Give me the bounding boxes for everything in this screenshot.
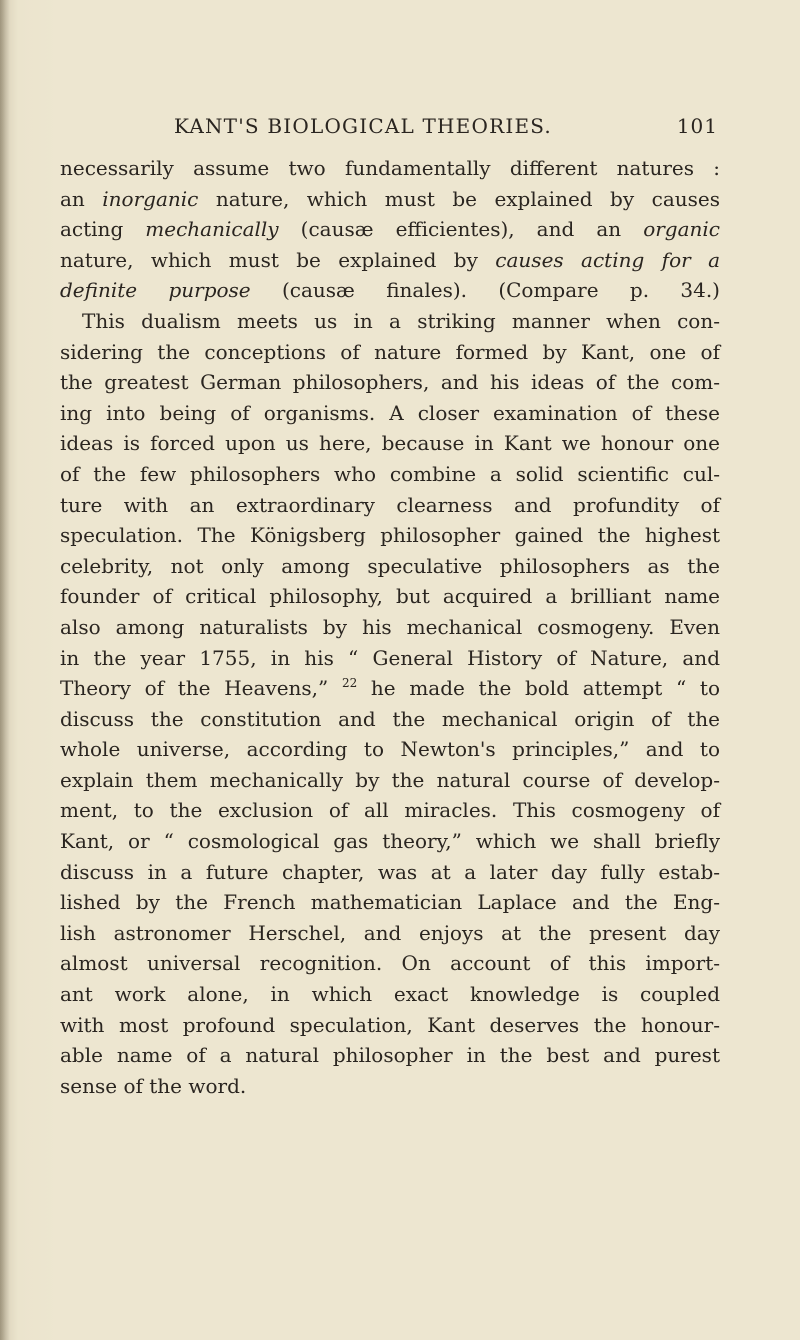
text-line bbox=[60, 1010, 720, 1041]
text-line bbox=[60, 1040, 720, 1071]
text-line bbox=[60, 673, 720, 704]
text-line bbox=[60, 153, 720, 184]
text-run: (causæ efficientes), and an bbox=[278, 217, 644, 242]
text-run: discuss the constitution and the mechanical origin of the bbox=[60, 706, 720, 731]
text-run: explain them mechanically by the natural course of develop- bbox=[60, 767, 720, 792]
text-line bbox=[60, 367, 720, 398]
italic-text-run: definite purpose bbox=[60, 278, 251, 303]
text-line bbox=[60, 275, 720, 306]
binding-gutter-shadow bbox=[0, 0, 10, 1340]
italic-text-run: mechanically bbox=[145, 217, 279, 242]
italic-text-run: causes acting for a bbox=[495, 247, 720, 272]
text-line bbox=[60, 948, 720, 979]
text-run: Kant, or “ cosmological gas theory,” which we shall briefly bbox=[60, 829, 720, 854]
text-run: whole universe, according to Newton's principles,” and to bbox=[60, 737, 720, 762]
text-run: ment, to the exclusion of all miracles. This cosmogeny of bbox=[60, 798, 720, 823]
body-text bbox=[60, 153, 720, 1101]
text-run: lished by the French mathematician Laplace and the Eng- bbox=[60, 890, 720, 915]
text-line bbox=[60, 428, 720, 459]
italic-text-run: inorganic bbox=[102, 186, 199, 211]
text-run: lish astronomer Herschel, and enjoys at the present day bbox=[60, 920, 720, 945]
text-line bbox=[60, 214, 720, 245]
text-run: sense of the word. bbox=[60, 1073, 247, 1098]
text-run: with most profound speculation, Kant deserves the honour- bbox=[60, 1012, 720, 1037]
text-line bbox=[60, 184, 720, 215]
text-run: speculation. The Königsberg philosopher gained the highest bbox=[60, 523, 720, 548]
text-line bbox=[60, 704, 720, 735]
text-run: ideas is forced upon us here, because in Kant we honour one bbox=[60, 431, 720, 456]
text-line bbox=[60, 337, 720, 368]
text-run: discuss in a future chapter, was at a later day fully estab- bbox=[60, 859, 720, 884]
text-line bbox=[60, 520, 720, 551]
text-line bbox=[60, 490, 720, 521]
text-run: able name of a natural philosopher in the best and purest bbox=[60, 1043, 720, 1068]
text-line bbox=[60, 979, 720, 1010]
text-run: This dualism meets us in a striking manner when con- bbox=[82, 308, 720, 333]
text-line bbox=[60, 826, 720, 857]
running-title: KANT'S BIOLOGICAL THEORIES. bbox=[174, 114, 552, 138]
text-line bbox=[60, 734, 720, 765]
text-run: Theory of the Heavens,” bbox=[60, 676, 342, 701]
text-line bbox=[60, 581, 720, 612]
text-line bbox=[60, 795, 720, 826]
text-line bbox=[60, 765, 720, 796]
text-line bbox=[60, 887, 720, 918]
text-line bbox=[60, 643, 720, 674]
text-run: founder of critical philosophy, but acquired a brilliant name bbox=[60, 584, 720, 609]
text-line bbox=[60, 1071, 720, 1102]
page-header bbox=[60, 114, 718, 144]
text-line bbox=[60, 398, 720, 429]
text-run: ing into being of organisms. A closer examination of these bbox=[60, 400, 720, 425]
text-line bbox=[60, 857, 720, 888]
text-line bbox=[60, 245, 720, 276]
text-run: nature, which must be explained by bbox=[60, 247, 496, 272]
text-line bbox=[60, 306, 720, 337]
text-run: ant work alone, in which exact knowledge is coupled bbox=[60, 982, 720, 1007]
text-run: sidering the conceptions of nature formed by Kant, one of bbox=[60, 339, 720, 364]
text-run: necessarily assume two fundamentally different natures : bbox=[60, 156, 720, 180]
text-run: of the few philosophers who combine a solid scientific cul- bbox=[60, 461, 720, 486]
text-line bbox=[60, 612, 720, 643]
text-run: also among naturalists by his mechanical cosmogeny. Even bbox=[60, 614, 720, 639]
page-number: 101 bbox=[676, 114, 718, 138]
text-run: in the year 1755, in his “ General History of Nature, and bbox=[60, 645, 720, 670]
text-run: almost universal recognition. On account of this import- bbox=[60, 951, 720, 976]
text-line bbox=[60, 918, 720, 949]
text-line bbox=[60, 551, 720, 582]
text-run: an bbox=[60, 186, 103, 211]
text-run: the greatest German philosophers, and his ideas of the com- bbox=[60, 370, 720, 395]
italic-text-run: organic bbox=[643, 217, 720, 242]
text-run: nature, which must be explained by causes bbox=[198, 186, 720, 211]
footnote-reference: 22 bbox=[341, 676, 358, 691]
text-run: celebrity, not only among speculative philosophers as the bbox=[60, 553, 720, 578]
text-run: ture with an extraordinary clearness and profundity of bbox=[60, 492, 720, 517]
text-run: acting bbox=[60, 217, 146, 242]
text-run: he made the bold attempt “ to bbox=[357, 676, 720, 701]
text-line bbox=[60, 459, 720, 490]
text-run: (causæ finales). (Compare p. 34.) bbox=[250, 278, 720, 303]
